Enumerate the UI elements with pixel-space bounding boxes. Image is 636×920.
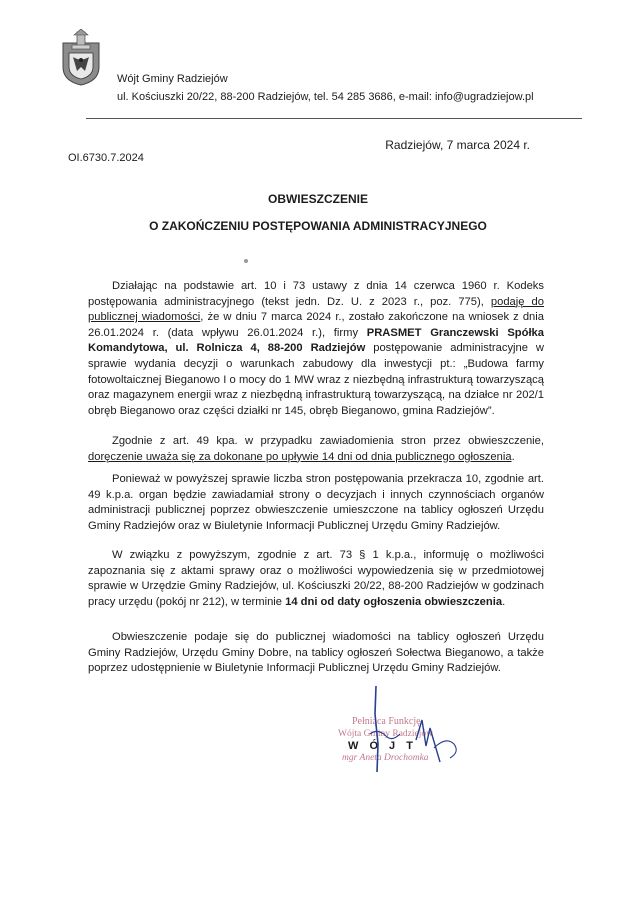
stamp-line-2: Wójta Gminy Radziejów	[338, 729, 433, 739]
document-subtitle: O ZAKOŃCZENIU POSTĘPOWANIA ADMINISTRACYJNEGO	[149, 219, 487, 233]
p4-text-b: .	[502, 595, 506, 608]
p1-text-a: Działając na podstawie art. 10 i 73 ustawy z dnia 14 czerwca 1960 r. Kodeks postępowania administracyjnego (tekst jedn. Dz. U. z 2023 r., poz. 775),	[88, 280, 544, 308]
header-office-name: Wójt Gminy Radziejów	[117, 73, 228, 85]
case-number: OI.6730.7.2024	[68, 152, 144, 164]
p5-text: Obwieszczenie podaje się do publicznej wiadomości na tablicy ogłoszeń Urzędu Gminy Radziejów, Urzędu Gminy Dobre, na tablicy ogłoszeń Sołectwa Bieganowo, a także poprzez udostępnienie w Biuletynie Informacji Publicznej Urzędu Gminy Radziejów.	[88, 631, 544, 675]
p1-text-c: postępowanie administracyjne w sprawie wydania decyzji o warunkach zabudowy dla inwestycji pt.: „Budowa farmy fotowoltaicznej Bieganowo I o mocy do 1 MW wraz z niezbędną infrastrukturą towarzyszącą oraz magazynem energii wraz z niezbędną infrastrukturą towarzyszącą, na działce nr 202/1 obręb Bieganowo oraz części działki nr 145, obręb Bieganowo, gmina Radziejów”.	[88, 342, 544, 417]
p1-underlined: podaję do publicznej wiadomości	[88, 295, 544, 324]
p3-text: Ponieważ w powyższej sprawie liczba stron postępowania przekracza 10, zgodnie art. 49 k.p.a. organ będzie zawiadamiał strony o decyzjach i innych czynnościach organów administracji publicznej poprzez obwieszczenie umieszczone na tablicy ogłoszeń Urzędu Gminy Radziejów oraz w Biuletynie Informacji Publicznej Urzędu Gminy Radziejów.	[88, 473, 544, 532]
signature-stamp	[330, 684, 490, 764]
header-divider	[86, 118, 582, 119]
p2-text-a: Zgodnie z art. 49 kpa. w przypadku zawiadomienia stron przez obwieszczenie,	[112, 435, 544, 447]
p2-text-b: .	[511, 450, 515, 463]
p1-text-b: , że w dniu 7 marca 2024 r., zostało zakończone na wniosek z dnia 26.01.2024 r. (data wpływu 26.01.2024 r.), firmy	[88, 311, 544, 339]
p4-text-a: W związku z powyższym, zgodnie z art. 73 § 1 k.p.a., informuję o możliwości zapoznania się z aktami sprawy oraz o możliwości wypowiedzenia się w przedmiotowej sprawie w Urzędzie Gminy Radziejów, ul. Kościuszki 20/22, 88-200 Radziejów w godzinach pracy urzędu (pokój nr 212), w terminie	[88, 549, 544, 608]
p1-company: PRASMET Granczewski Spółka Komandytowa, ul. Rolnicza 4, 88-200 Radziejów	[88, 326, 545, 355]
paragraph-2	[88, 434, 544, 465]
coat-of-arms-icon	[61, 29, 101, 86]
paragraph-5	[88, 630, 544, 677]
stray-dot	[244, 259, 248, 263]
header-address: ul. Kościuszki 20/22, 88-200 Radziejów, tel. 54 285 3686, e-mail: info@ugradziejow.pl	[117, 91, 534, 103]
handwritten-signature-icon	[330, 684, 490, 774]
paragraph-1	[88, 279, 544, 419]
document-title: OBWIESZCZENIE	[267, 192, 368, 206]
stamp-line-1: Pełniąca Funkcję	[352, 716, 421, 727]
stamp-role: W Ó J T	[348, 740, 417, 752]
p2-underlined: doręczenie uważa się za dokonane po upływie 14 dni od dnia publicznego ogłoszenia	[88, 450, 512, 463]
paragraph-3	[88, 472, 544, 534]
paragraph-4	[88, 548, 544, 610]
stamp-name: mgr Aneta Drochomka	[342, 753, 429, 763]
place-date: Radziejów, 7 marca 2024 r.	[385, 138, 530, 152]
p4-deadline: 14 dni od daty ogłoszenia obwieszczenia	[285, 595, 503, 608]
